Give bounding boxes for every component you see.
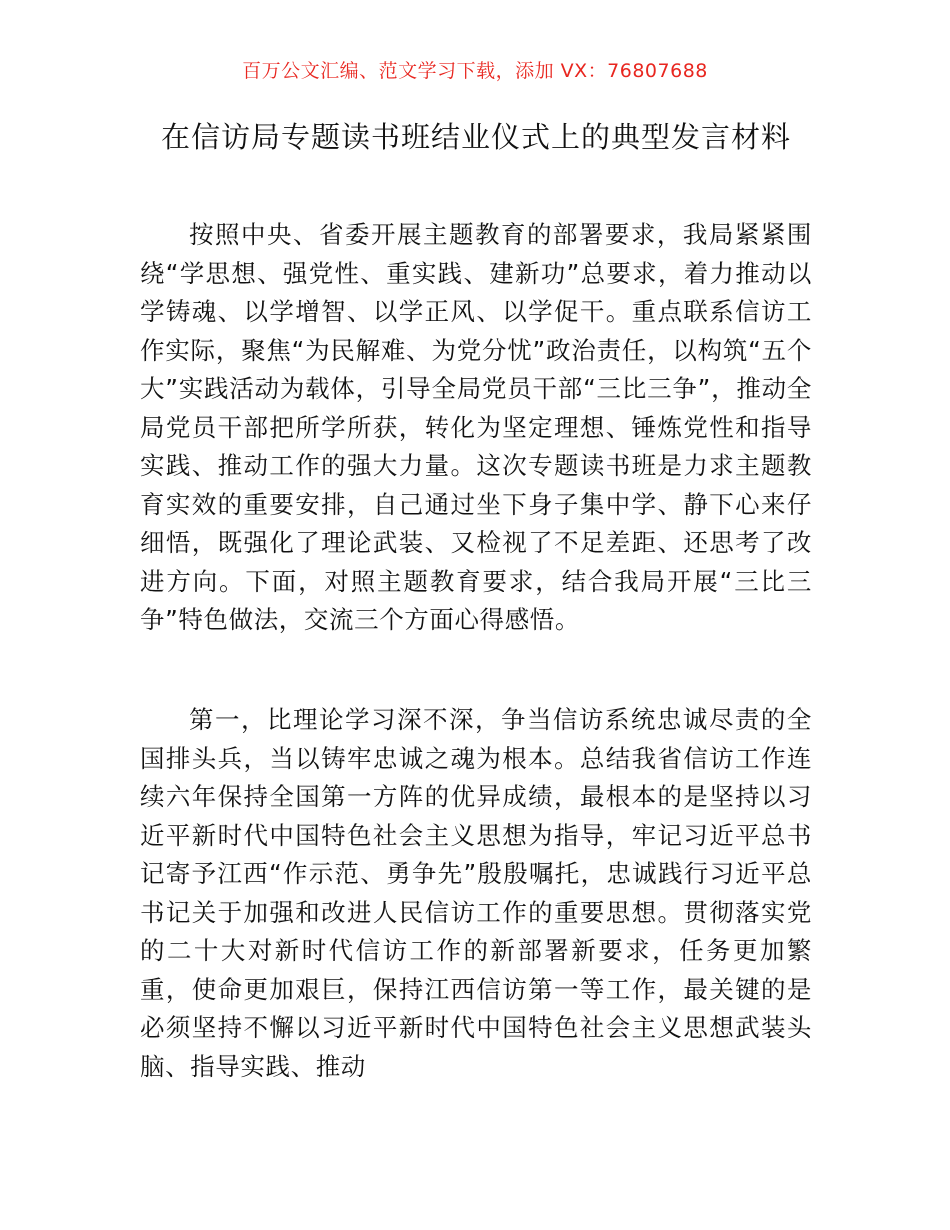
document-title: 在信访局专题读书班结业仪式上的典型发言材料	[160, 120, 791, 154]
watermark-header: 百万公文汇编、范文学习下载，添加 VX：76807688	[242, 60, 708, 82]
paragraph-2: 第一，比理论学习深不深，争当信访系统忠诚尽责的全国排头兵，当以铸牢忠诚之魂为根本。总结我省信访工作连续六年保持全国第一方阵的优异成绩，最根本的是坚持以习近平新时代中国特色社会主义思想为指导，牢记习近平总书记寄予江西“作示范、勇争先”殷殷嘱托，忠诚践行习近平总书记关于加强和改进人民信访工作的重要思想。贯彻落实党的二十大对新时代信访工作的新部署新要求，任务更加繁重，使命更加艰巨，保持江西信访第一等工作，最关键的是必须坚持不懈以习近平新时代中国特色社会主义思想武装头脑、指导实践、推动	[140, 705, 812, 1081]
paragraph-1: 按照中央、省委开展主题教育的部署要求，我局紧紧围绕“学思想、强党性、重实践、建新功”总要求，着力推动以学铸魂、以学增智、以学正风、以学促干。重点联系信访工作实际，聚焦“为民解难、为党分忧”政治责任，以构筑“五个大”实践活动为载体，引导全局党员干部“三比三争”，推动全局党员干部把所学所获，转化为坚定理想、锤炼党性和指导实践、推动工作的强大力量。这次专题读书班是力求主题教育实效的重要安排，自己通过坐下身子集中学、静下心来仔细悟，既强化了理论武装、又检视了不足差距、还思考了改进方向。下面，对照主题教育要求，结合我局开展“三比三争”特色做法，交流三个方面心得感悟。	[140, 220, 812, 634]
